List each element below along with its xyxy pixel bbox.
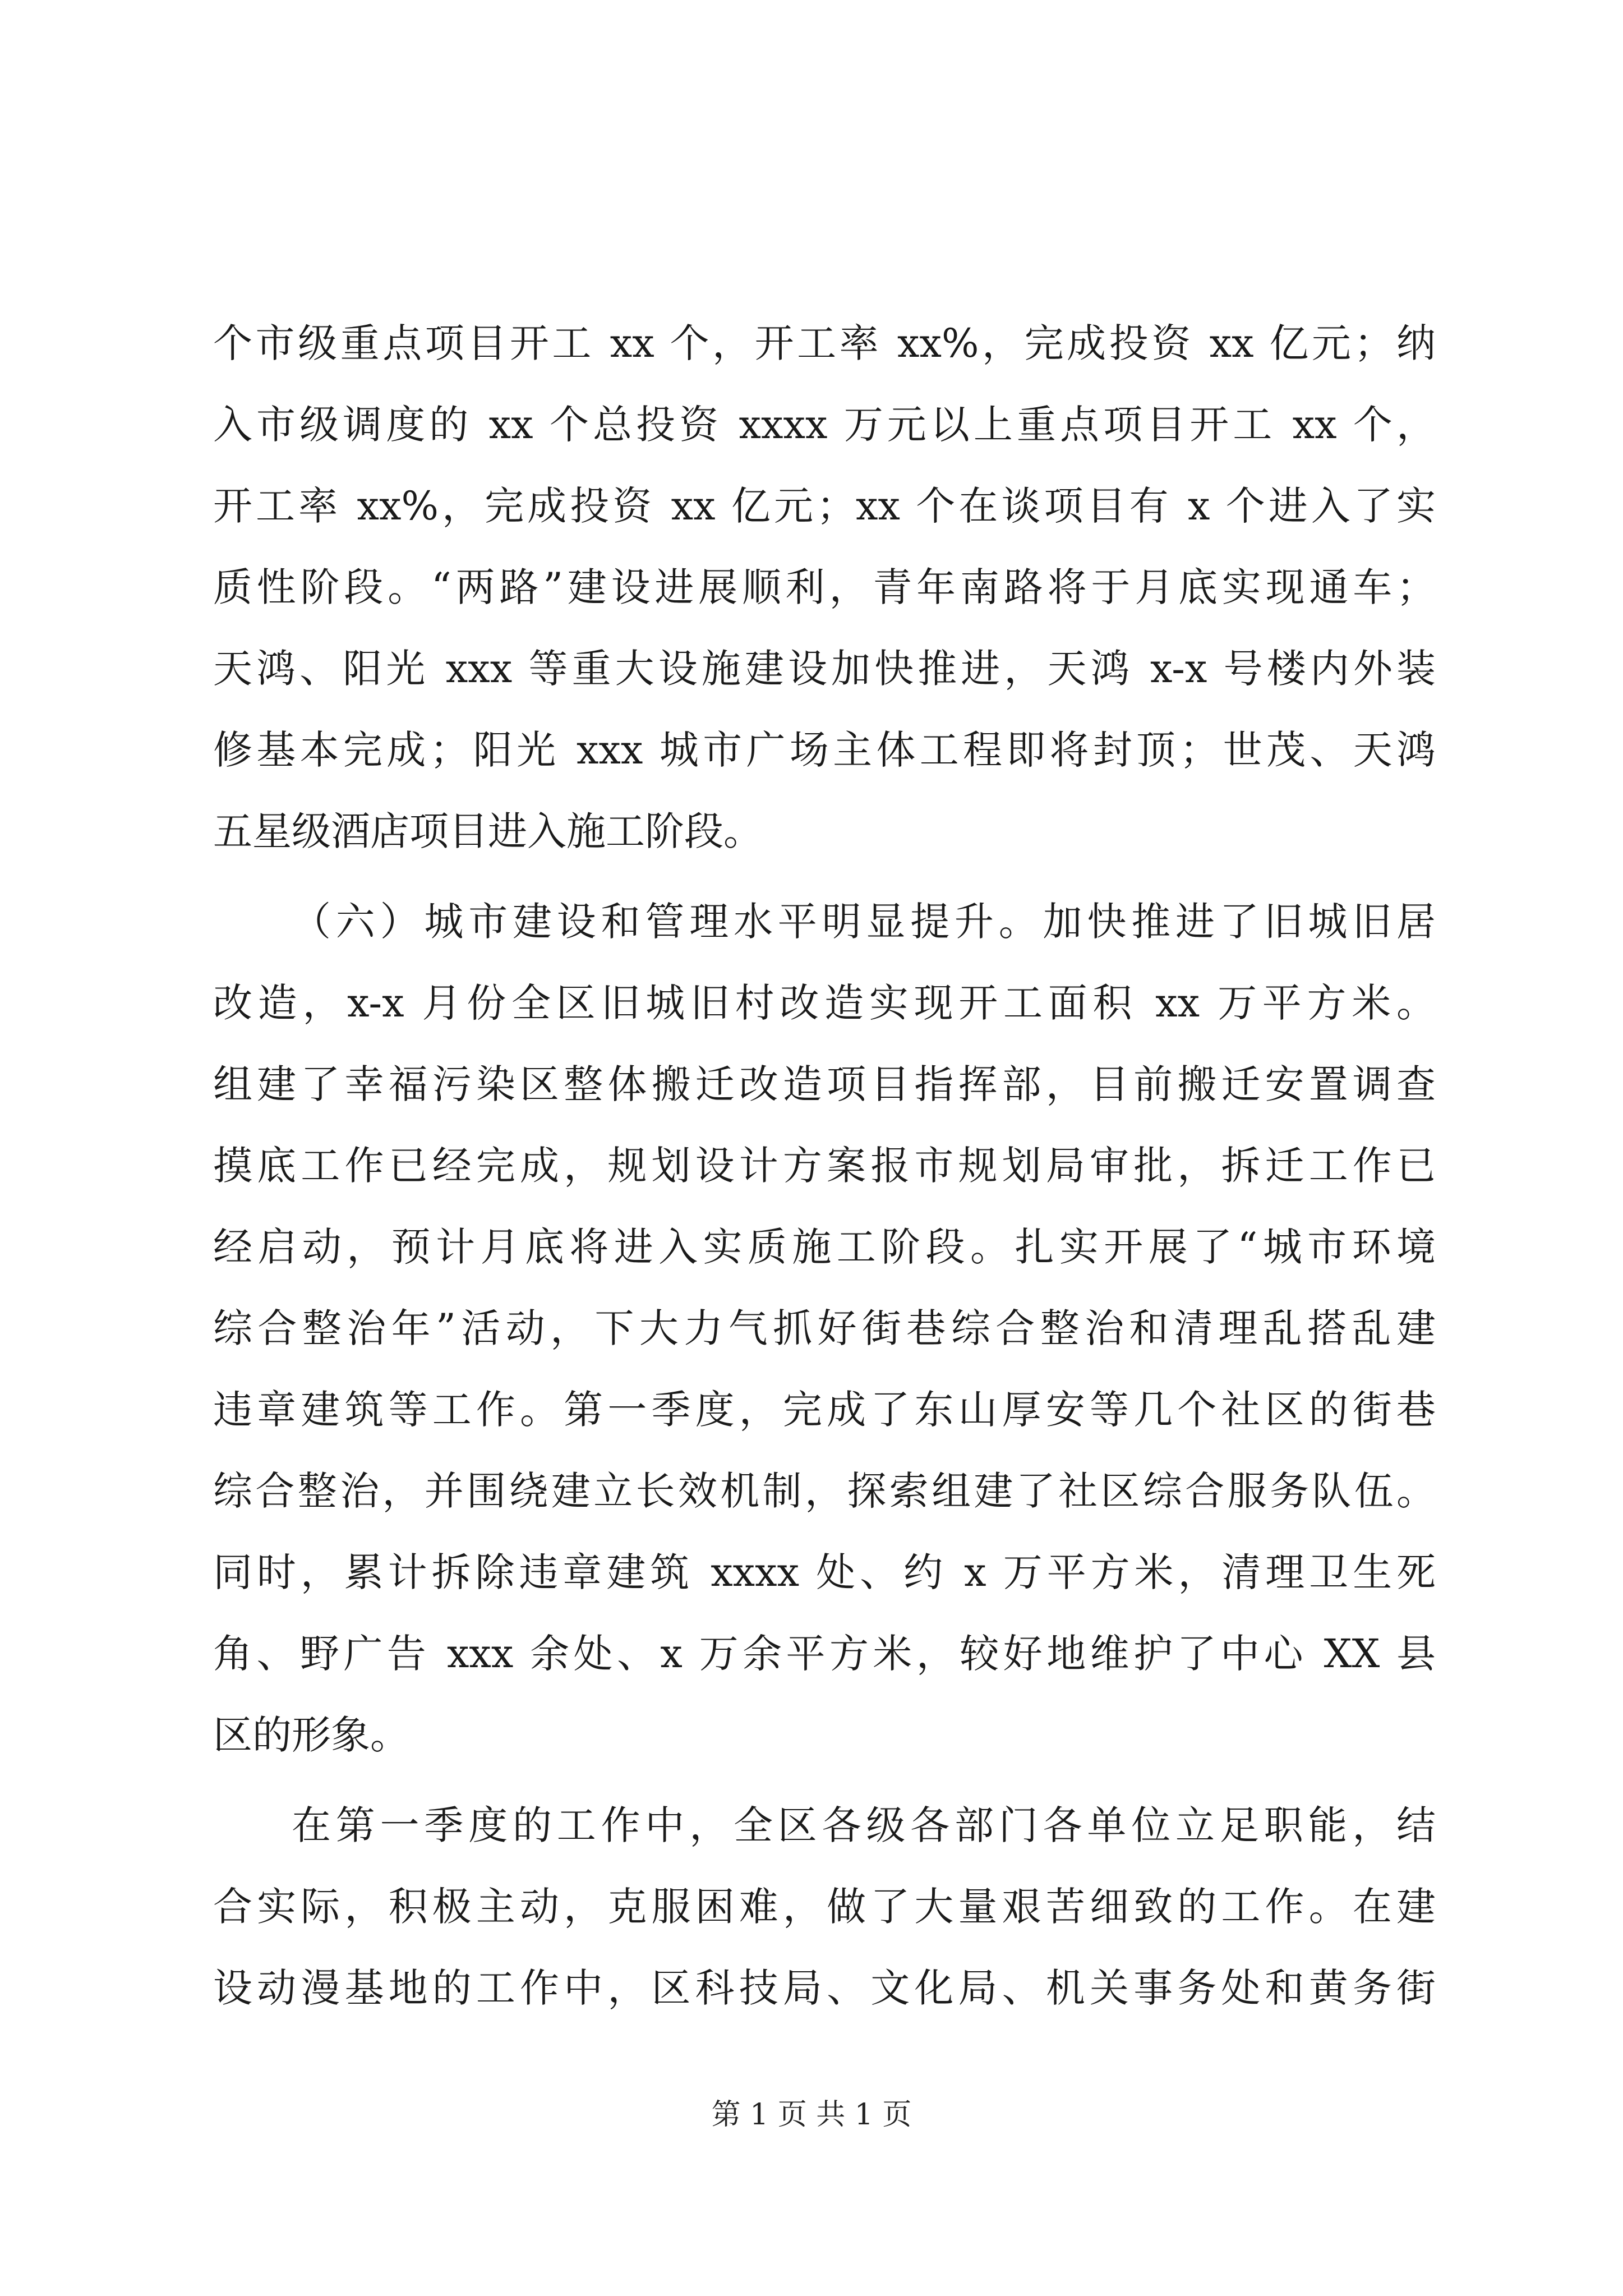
text-line: 改造，x-x 月份全区旧城旧村改造实现开工面积 xx 万平方米。 <box>213 980 1436 1026</box>
text-line: 修基本完成；阳光 xxx 城市广场主体工程即将封顶；世茂、天鸿 <box>213 727 1436 773</box>
paragraph-gap <box>213 1776 1436 1785</box>
text-line: 五星级酒店项目进入施工阶段。 <box>213 808 763 854</box>
text-line: （六）城市建设和管理水平明显提升。加快推进了旧城旧居 <box>292 899 1436 945</box>
page-footer: 第 1 页 共 1 页 <box>711 2098 912 2132</box>
text-line: 入市级调度的 xx 个总投资 xxxx 万元以上重点项目开工 xx 个， <box>213 402 1436 448</box>
text-line: 角、野广告 xxx 余处、x 万余平方米，较好地维护了中心 XX 县 <box>213 1631 1436 1677</box>
text-line: 同时，累计拆除违章建筑 xxxx 处、约 x 万平方米，清理卫生死 <box>213 1549 1436 1595</box>
text-line: 经启动，预计月底将进入实质施工阶段。扎实开展了“城市环境 <box>213 1224 1436 1270</box>
paragraph <box>213 881 1436 1776</box>
text-line: 综合整治，并围绕建立长效机制，探索组建了社区综合服务队伍。 <box>213 1468 1436 1514</box>
text-line: 违章建筑等工作。第一季度，完成了东山厚安等几个社区的街巷 <box>213 1387 1436 1433</box>
document-body <box>213 303 1436 2029</box>
text-line: 设动漫基地的工作中，区科技局、文化局、机关事务处和黄务街 <box>213 1965 1436 2011</box>
text-line: 组建了幸福污染区整体搬迁改造项目指挥部，目前搬迁安置调查 <box>213 1061 1436 1107</box>
paragraph-gap <box>213 872 1436 881</box>
text-line: 质性阶段。“两路”建设进展顺利，青年南路将于月底实现通车； <box>213 564 1436 610</box>
text-line: 在第一季度的工作中，全区各级各部门各单位立足职能，结 <box>292 1802 1436 1848</box>
text-line: 开工率 xx%，完成投资 xx 亿元；xx 个在谈项目有 x 个进入了实 <box>213 483 1436 529</box>
paragraph <box>213 303 1436 872</box>
text-line: 区的形象。 <box>213 1712 409 1758</box>
text-line: 摸底工作已经完成，规划设计方案报市规划局审批，拆迁工作已 <box>213 1143 1436 1189</box>
paragraph <box>213 1785 1436 2029</box>
text-line: 个市级重点项目开工 xx 个，开工率 xx%，完成投资 xx 亿元；纳 <box>213 320 1436 366</box>
text-line: 合实际，积极主动，克服困难，做了大量艰苦细致的工作。在建 <box>213 1884 1436 1930</box>
text-line: 天鸿、阳光 xxx 等重大设施建设加快推进，天鸿 x-x 号楼内外装 <box>213 646 1436 692</box>
text-line: 综合整治年”活动，下大力气抓好街巷综合整治和清理乱搭乱建 <box>213 1305 1436 1351</box>
